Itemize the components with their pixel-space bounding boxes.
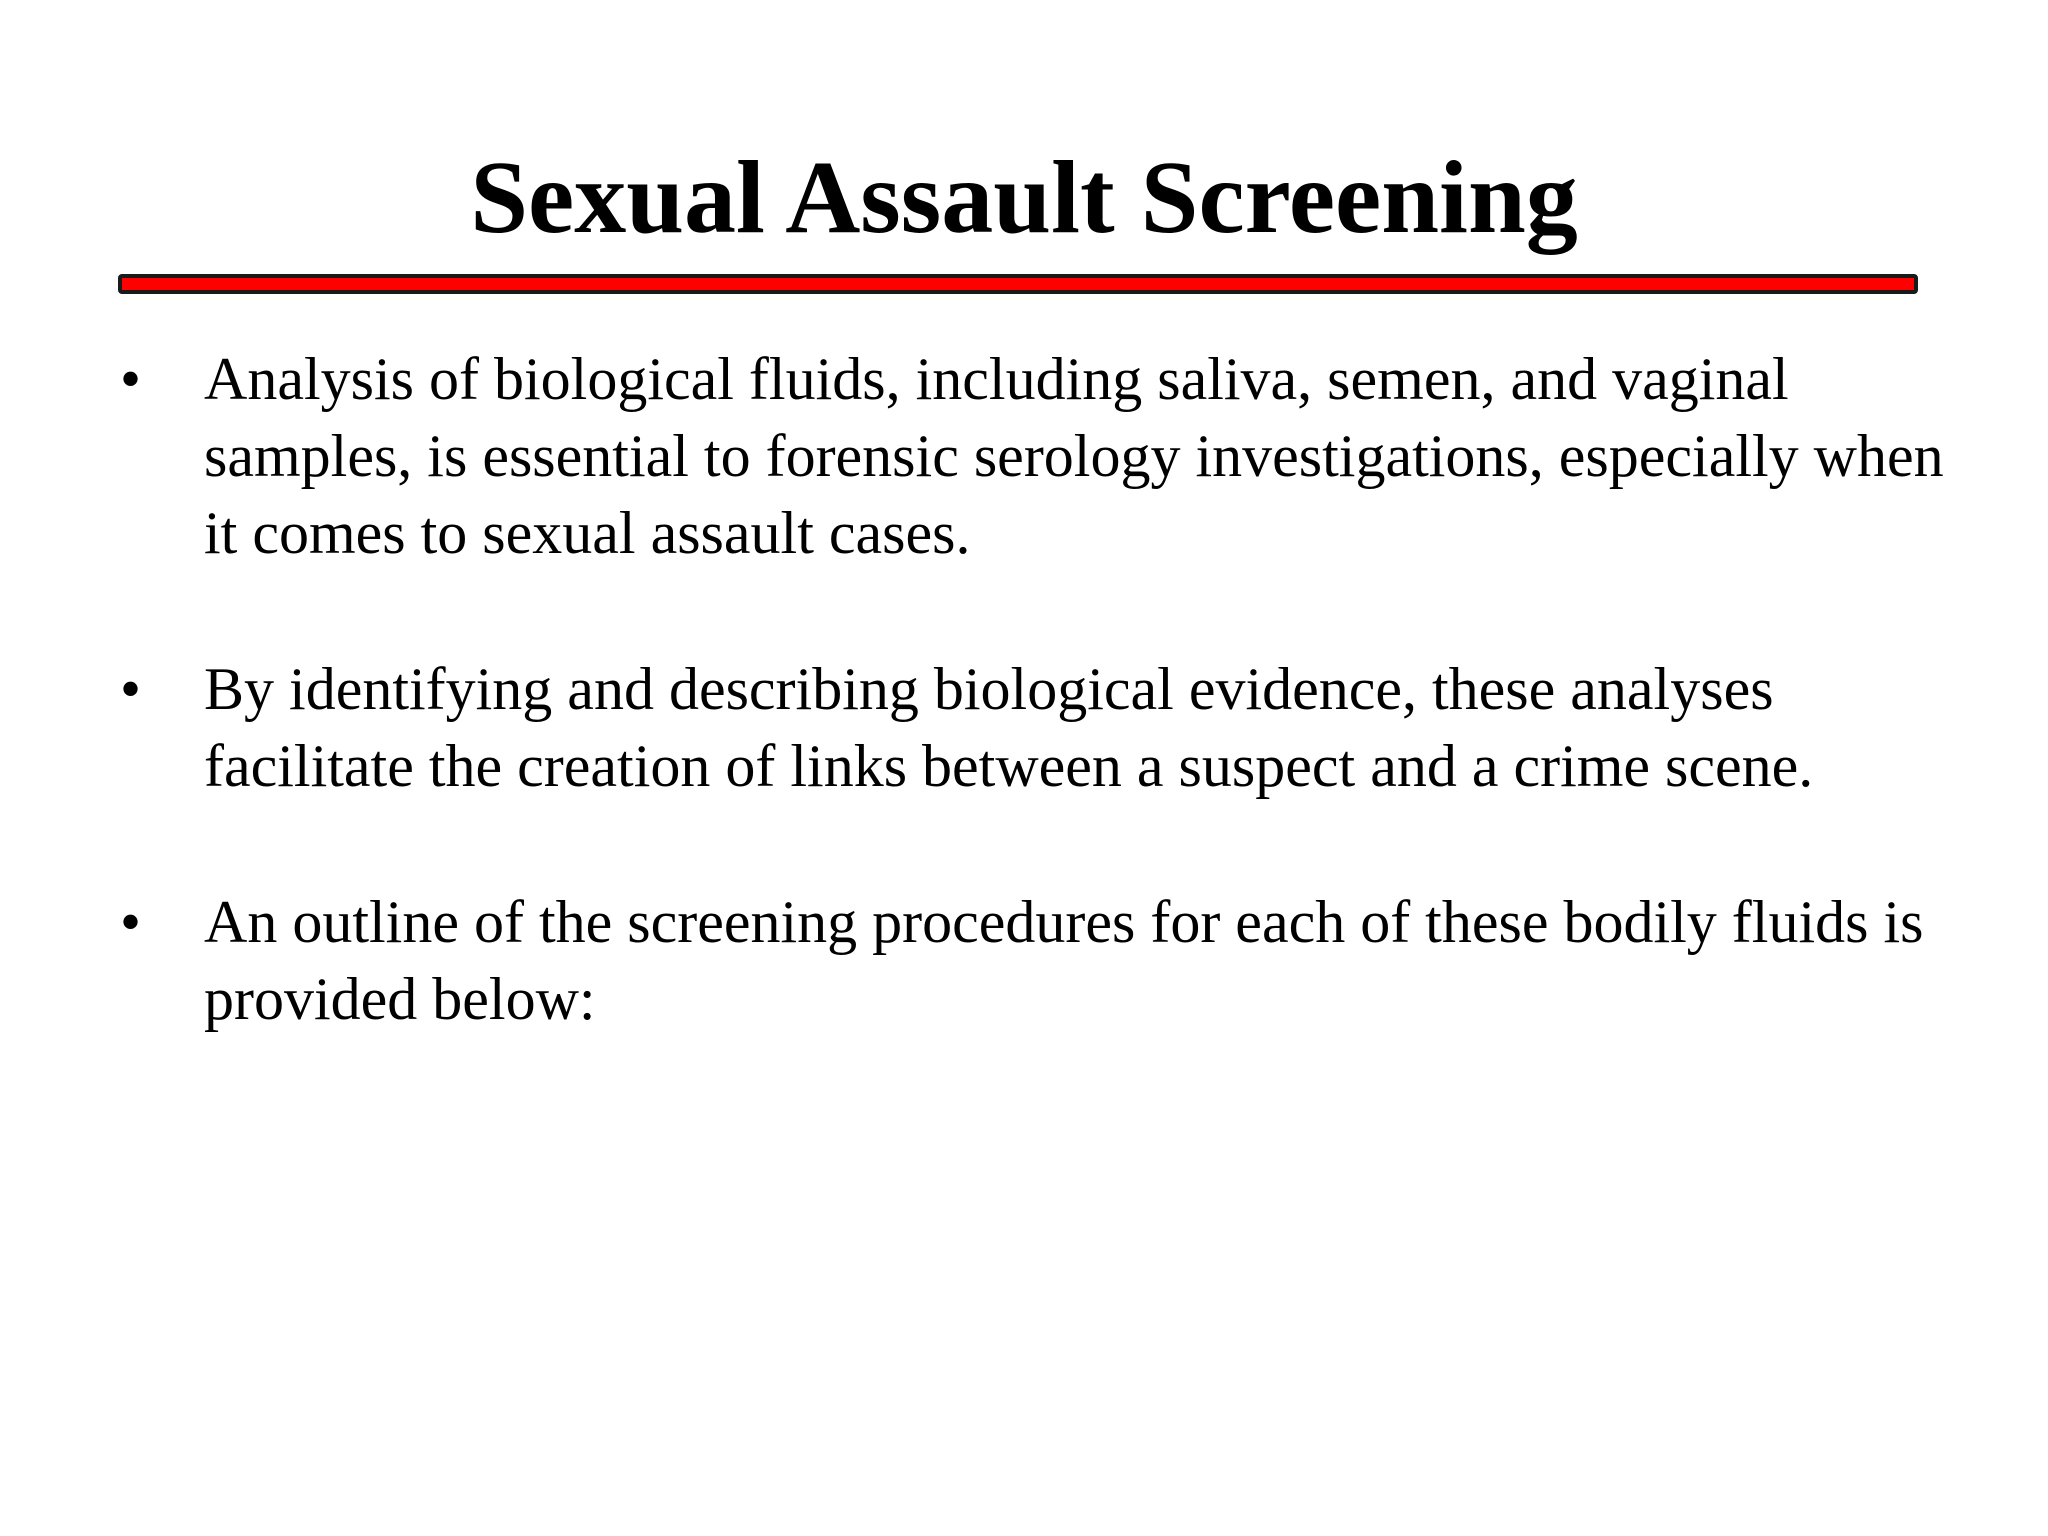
bullet-icon: • bbox=[120, 889, 142, 955]
bullet-text: An outline of the screening procedures for each of these bodily fluids is provided below: bbox=[204, 889, 1924, 1032]
bullet-icon: • bbox=[120, 346, 142, 412]
bullet-item bbox=[120, 884, 1950, 1038]
bullet-item bbox=[120, 341, 1950, 572]
bullet-item bbox=[120, 651, 1950, 805]
bullet-text: Analysis of biological fluids, including saliva, semen, and vaginal samples, is essential to forensic serology investigations, especially when it comes to sexual assault cases. bbox=[204, 346, 1944, 566]
bullet-text: By identifying and describing biological evidence, these analyses facilitate the creation of links between a suspect and a crime scene. bbox=[204, 656, 1814, 799]
slide-title: Sexual Assault Screening bbox=[470, 140, 1578, 255]
bullet-icon: • bbox=[120, 656, 142, 722]
